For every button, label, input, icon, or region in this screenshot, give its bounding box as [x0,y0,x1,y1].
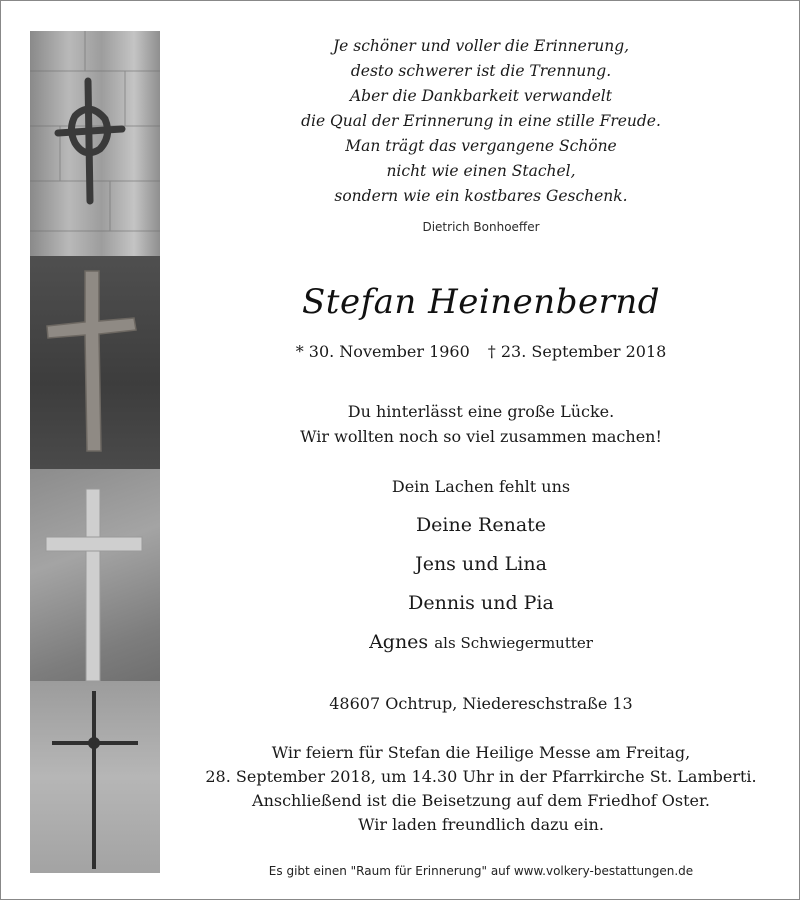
farewell-message [161,399,800,449]
birth-date: * 30. November 1960 [295,342,470,361]
message-line: Wir wollten noch so viel zusammen machen! [300,427,662,446]
cross-photo-strip [30,31,160,873]
mourner-name: Dennis und Pia [408,592,554,614]
stone-wall-iron-cross-icon [30,31,160,256]
poem-line: die Qual der Erinnerung in eine stille Freude. [301,112,661,130]
poem-line: Je schöner und voller die Erinnerung, [332,37,630,55]
poem-line: Man trägt das vergangene Schöne [345,137,617,155]
mourner-role: als Schwiegermutter [434,634,593,652]
mourner-name: Jens und Lina [415,553,547,575]
life-dates [161,342,800,361]
death-date: † 23. September 2018 [487,342,667,361]
service-line: Anschließend ist die Beisetzung auf dem Friedhof Oster. [252,791,710,810]
mourner [161,553,800,575]
service-info [161,741,800,837]
mourner [161,514,800,536]
poem-author: Dietrich Bonhoeffer [422,220,540,234]
footer-note: Es gibt einen "Raum für Erinnerung" auf www.volkery-bestattungen.de [268,864,694,878]
poem-line: nicht wie einen Stachel, [386,162,576,180]
light-cross-icon [30,469,160,681]
mourner [161,592,800,614]
service-line: Wir feiern für Stefan die Heilige Messe am Freitag, [271,743,691,762]
address: 48607 Ochtrup, Niedereschstraße 13 [329,694,633,713]
stone-cross-icon [30,256,160,469]
mourner-name: Deine Renate [415,514,547,536]
poem-line: desto schwerer ist die Trennung. [350,62,612,80]
mourner-name: Agnes [369,631,429,653]
iron-cross-icon [30,681,160,873]
poem-line: sondern wie ein kostbares Geschenk. [334,187,628,205]
poem-line: Aber die Dankbarkeit verwandelt [349,87,612,105]
service-line: Wir laden freundlich dazu ein. [358,815,604,834]
service-line: 28. September 2018, um 14.30 Uhr in der Pfarrkirche St. Lamberti. [205,767,757,786]
mourner [161,631,800,653]
lachen-line: Dein Lachen fehlt uns [391,477,571,496]
poem [161,34,800,209]
message-line: Du hinterlässt eine große Lücke. [347,402,615,421]
deceased-name: Stefan Heinenbernd [302,282,660,322]
